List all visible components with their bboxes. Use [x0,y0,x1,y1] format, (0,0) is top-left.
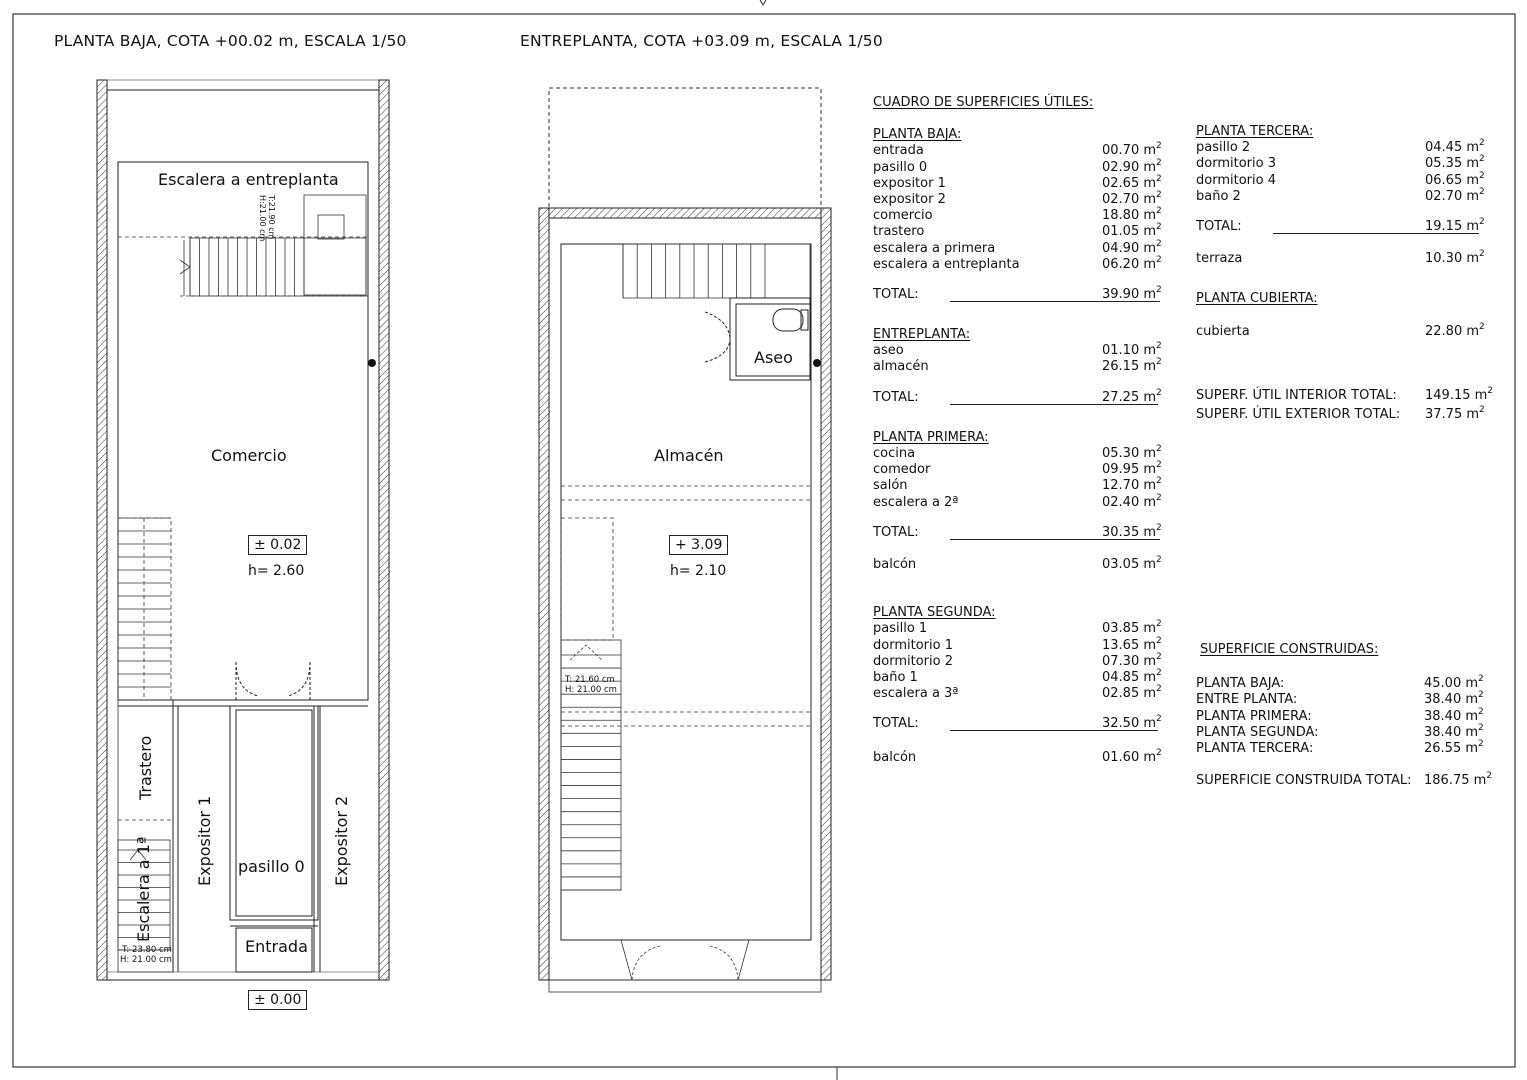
row-value: 02.85 $m^2$ [1102,684,1162,702]
table-row [873,173,1173,192]
table-row [873,157,1173,176]
table-row [873,143,1173,159]
table-row [873,635,1173,654]
row-value: 26.15 $m^2$ [1102,357,1162,375]
row-name: PLANTA SEGUNDA: [1196,724,1319,740]
section-heading: PLANTA BAJA: [873,127,962,143]
row-name: cubierta [1196,323,1250,339]
table-row [873,254,1173,273]
ground-plan-title: PLANTA BAJA, COTA +00.02 m, ESCALA 1/50 [54,32,407,50]
table-row [1196,722,1496,741]
row-name: salón [873,478,908,494]
row-name: dormitorio 1 [873,637,953,653]
row-value: 02.70 $m^2$ [1102,189,1162,207]
total-row: TOTAL: 39.90 $m^2$ [873,284,1162,302]
table-row [873,462,1173,478]
mezzanine-plan-title: ENTREPLANTA, COTA +03.09 m, ESCALA 1/50 [520,32,883,50]
extra-row: terraza 10.30 $m^2$ [1196,249,1485,267]
table-row [873,446,1173,462]
row-value: 45.00 $m^2$ [1424,674,1484,692]
table-row [1196,738,1496,757]
row-value: 22.80 $m^2$ [1425,321,1485,339]
row-name: escalera a 3ª [873,686,959,702]
section-heading: PLANTA CUBIERTA: [1196,291,1318,307]
room-shop: Comercio [211,446,287,465]
built-heading: SUPERFICIE CONSTRUIDAS: [1200,642,1379,657]
total-row: TOTAL: 32.50 $m^2$ [873,714,1162,732]
row-name: PLANTA PRIMERA: [1196,708,1312,724]
row-name: ENTRE PLANTA: [1196,692,1298,708]
row-value: 26.55 $m^2$ [1424,738,1484,756]
row-name: baño 2 [1196,188,1241,204]
table-row [1196,170,1496,189]
table-row [873,359,1173,375]
surface-table-left [873,95,1173,767]
extra-row: balcón 01.60 $m^2$ [873,748,1162,766]
room-stair-mezzanine: Escalera a entreplanta [158,170,339,189]
row-value: 04.45 $m^2$ [1425,138,1485,156]
room-storage: Trastero [136,735,155,800]
row-value: 02.40 $m^2$ [1102,492,1162,510]
row-value: 04.85 $m^2$ [1102,667,1162,685]
row-value: 13.65 $m^2$ [1102,635,1162,653]
row-value: 01.10 $m^2$ [1102,341,1162,359]
row-name: pasillo 0 [873,159,928,175]
pillar-mark-mezz [813,359,821,367]
table-row [873,224,1173,240]
built-surface-table [1196,642,1496,789]
room-hall: pasillo 0 [238,857,305,876]
row-value: 09.95 $m^2$ [1102,460,1162,478]
row-name: baño 1 [873,669,918,685]
room-display-2: Expositor 2 [332,795,351,886]
built-total-row: SUPERFICIE CONSTRUIDA TOTAL: 186.75 $m^2$ [1196,771,1493,789]
row-name: pasillo 1 [873,621,928,637]
height-label-ground: h= 2.60 [248,563,305,579]
table-row [1196,156,1496,172]
row-value: 02.70 $m^2$ [1425,186,1485,204]
table-title: CUADRO DE SUPERFICIES ÚTILES: [873,95,1094,110]
row-value: 03.85 $m^2$ [1102,619,1162,637]
stair-first-dimensions: T: 23.80 cm H: 21.00 cm [120,945,172,965]
room-wc: Aseo [754,348,793,367]
section-heading: PLANTA PRIMERA: [873,429,989,445]
room-entrance: Entrada [245,937,308,956]
row-value: 01.05 $m^2$ [1102,222,1162,240]
exterior-total-row: SUPERF. ÚTIL EXTERIOR TOTAL: 37.75 $m^2$ [1196,404,1485,422]
room-display-1: Expositor 1 [195,795,214,886]
room-stair-first: Escalera a 1ª [134,836,153,942]
table-row [1196,676,1496,692]
row-value: 00.70 $m^2$ [1102,141,1162,159]
row-name: escalera a 2ª [873,494,959,510]
row-value: 06.65 $m^2$ [1425,170,1485,188]
section-heading: PLANTA SEGUNDA: [873,605,996,621]
table-row [873,343,1173,359]
row-name: dormitorio 3 [1196,156,1276,172]
room-store: Almacén [654,446,724,465]
interior-total-row: SUPERF. ÚTIL INTERIOR TOTAL: 149.15 $m^2$ [1196,385,1494,403]
row-name: almacén [873,359,929,375]
table-row [1196,140,1496,156]
row-name: comedor [873,462,931,478]
total-row: TOTAL: 27.25 $m^2$ [873,387,1162,405]
mezz-stair-dimensions: T: 21.60 cm H: 21.00 cm [565,675,617,695]
row-value: 05.30 $m^2$ [1102,444,1162,461]
row-name: pasillo 2 [1196,140,1251,156]
height-label-mezzanine: h= 2.10 [670,563,727,579]
row-name: entrada [873,143,924,159]
table-row [873,667,1173,686]
table-row [873,478,1173,494]
pillar-mark [368,359,376,367]
table-row [1196,706,1496,725]
level-badge-ground: ± 0.02 [248,535,307,555]
row-name: escalera a primera [873,240,996,256]
table-row [873,208,1173,224]
stair-dimensions: T:21.90 cm H:21.00 cm [258,195,276,242]
table-row [873,238,1173,257]
row-value: 05.35 $m^2$ [1425,154,1485,172]
row-name: trastero [873,224,925,240]
row-name: expositor 1 [873,175,946,191]
row-value: 02.90 $m^2$ [1102,157,1162,175]
row-name: escalera a entreplanta [873,256,1020,272]
section-heading: PLANTA TERCERA: [1196,124,1314,139]
row-value: 02.65 $m^2$ [1102,173,1162,191]
extra-row: balcón 03.05 $m^2$ [873,554,1162,572]
table-row [1196,321,1496,340]
table-row [873,189,1173,208]
total-row: TOTAL: 30.35 $m^2$ [873,522,1162,540]
row-name: expositor 2 [873,191,946,207]
row-value: 38.40 $m^2$ [1424,690,1484,708]
total-row: TOTAL: 19.15 $m^2$ [1196,216,1485,234]
table-row [873,621,1173,637]
row-name: PLANTA TERCERA: [1196,740,1314,756]
row-name: comercio [873,208,933,224]
level-badge-mezzanine: + 3.09 [669,535,728,555]
row-name: PLANTA BAJA: [1196,676,1285,692]
row-value: 04.90 $m^2$ [1102,238,1162,256]
row-name: dormitorio 4 [1196,172,1276,188]
surface-table-right [1196,124,1496,423]
table-row [1196,186,1496,205]
table-row [873,651,1173,670]
section-heading: ENTREPLANTA: [873,327,971,343]
row-name: cocina [873,446,916,461]
row-value: 38.40 $m^2$ [1424,706,1484,724]
table-row [873,686,1173,702]
row-name: aseo [873,343,904,359]
row-value: 07.30 $m^2$ [1102,651,1162,669]
row-value: 38.40 $m^2$ [1424,722,1484,740]
north-mark [760,0,766,5]
row-name: dormitorio 2 [873,653,953,669]
row-value: 12.70 $m^2$ [1102,476,1162,494]
row-value: 06.20 $m^2$ [1102,254,1162,272]
row-value: 18.80 $m^2$ [1102,206,1162,224]
level-badge-entrance: ± 0.00 [248,990,307,1010]
table-row [873,492,1173,511]
table-row [1196,692,1496,708]
